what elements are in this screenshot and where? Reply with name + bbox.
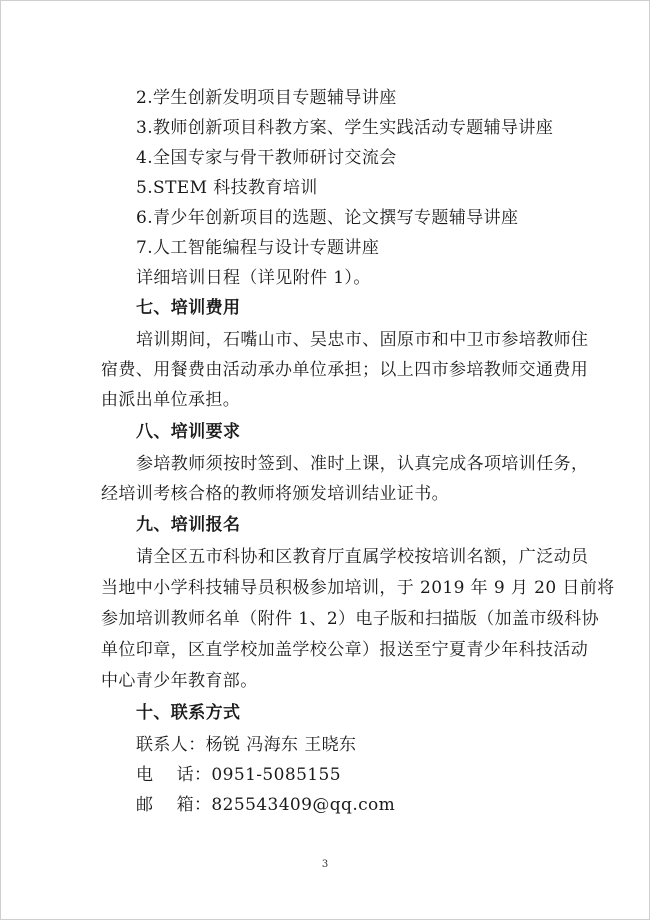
paragraph-line: 单位印章，区直学校加盖学校公章）报送至宁夏青少年科技活动 <box>101 640 589 660</box>
section-heading-fees: 七、培训费用 <box>136 298 241 318</box>
paragraph-line: 参加培训教师名单（附件 1、2）电子版和扫描版（加盖市级科协 <box>101 609 600 629</box>
list-item: 5.STEM 科技教育培训 <box>136 178 318 198</box>
list-item: 6.青少年创新项目的选题、论文撰写专题辅导讲座 <box>136 208 519 228</box>
paragraph-line: 经培训考核合格的教师将颁发培训结业证书。 <box>101 484 449 504</box>
paragraph-line: 请全区五市科协和区教育厅直属学校按培训名额，广泛动员 <box>136 547 589 567</box>
list-item: 2.学生创新发明项目专题辅导讲座 <box>136 88 397 108</box>
paragraph-line: 中心青少年教育部。 <box>101 671 258 691</box>
paragraph-line: 由派出单位承担。 <box>101 390 241 410</box>
paragraph-line: 参培教师须按时签到、准时上课，认真完成各项培训任务， <box>136 454 589 474</box>
list-item: 3.教师创新项目科教方案、学生实践活动专题辅导讲座 <box>136 118 554 138</box>
paragraph-line: 宿费、用餐费由活动承办单位承担；以上四市参培教师交通费用 <box>101 360 589 380</box>
paragraph-line: 当地中小学科技辅导员积极参加培训，于 2019 年 9 月 20 日前将 <box>101 578 615 598</box>
list-item: 7.人工智能编程与设计专题讲座 <box>136 238 380 258</box>
contact-phone: 电 话：0951-5085155 <box>136 765 341 785</box>
section-heading-registration: 九、培训报名 <box>136 515 241 535</box>
schedule-note: 详细培训日程（详见附件 1）。 <box>136 268 371 288</box>
contact-person: 联系人：杨锐 冯海东 王晓东 <box>136 735 357 755</box>
section-heading-contact: 十、联系方式 <box>136 703 241 723</box>
paragraph-line: 培训期间，石嘴山市、吴忠市、固原市和中卫市参培教师住 <box>136 330 589 350</box>
page-number: 3 <box>321 859 329 870</box>
section-heading-requirements: 八、培训要求 <box>136 422 241 442</box>
list-item: 4.全国专家与骨干教师研讨交流会 <box>136 148 397 168</box>
contact-email: 邮 箱：825543409@qq.com <box>136 795 396 815</box>
